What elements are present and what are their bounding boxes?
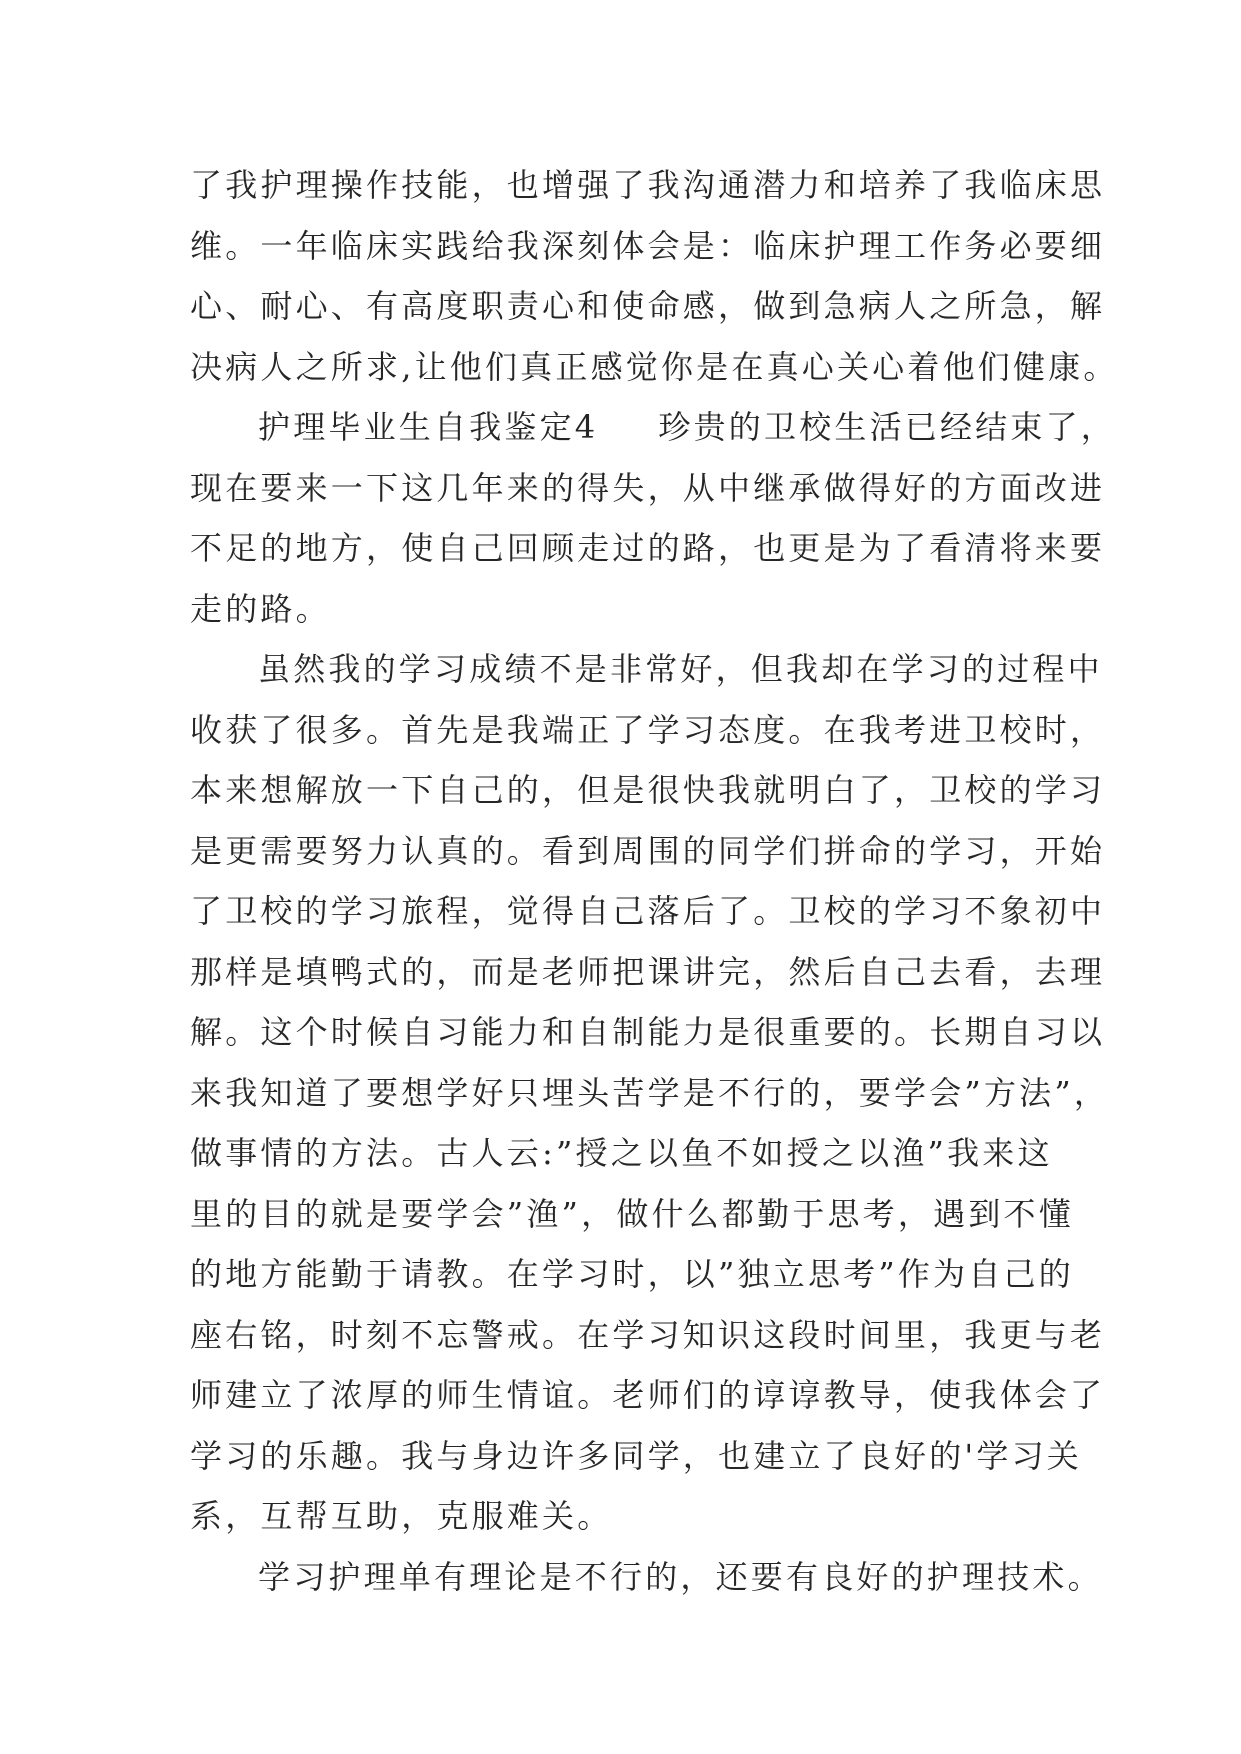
body-line: 做事情的方法。古人云:”授之以鱼不如授之以渔”我来这 bbox=[190, 1134, 1053, 1172]
body-line: 座右铭，时刻不忘警戒。在学习知识这段时间里，我更与老 bbox=[190, 1315, 1106, 1354]
body-line: 那样是填鸭式的，而是老师把课讲完，然后自己去看，去理 bbox=[190, 952, 1106, 991]
body-line: 维。一年临床实践给我深刻体会是：临床护理工作务必要细 bbox=[190, 226, 1106, 265]
body-line: 决病人之所求,让他们真正感觉你是在真心关心着他们健康。 bbox=[190, 347, 1119, 386]
body-line: 系，互帮互助，克服难关。 bbox=[190, 1497, 613, 1535]
body-line: 了我护理操作技能，也增强了我沟通潜力和培养了我临床思 bbox=[190, 166, 1106, 204]
body-line: 是更需要努力认真的。看到周围的同学们拼命的学习，开始 bbox=[190, 831, 1106, 870]
body-line: 来我知道了要想学好只埋头苦学是不行的，要学会”方法”， bbox=[190, 1073, 1110, 1112]
body-line: 不足的地方，使自己回顾走过的路，也更是为了看清将来要 bbox=[190, 529, 1106, 567]
body-line: 的地方能勤于请教。在学习时，以”独立思考”作为自己的 bbox=[190, 1255, 1074, 1293]
body-line: 现在要来一下这几年来的得失，从中继承做得好的方面改进 bbox=[190, 468, 1106, 507]
body-line: 心、耐心、有高度职责心和使命感，做到急病人之所急，解 bbox=[190, 287, 1106, 325]
body-line: 了卫校的学习旅程，觉得自己落后了。卫校的学习不象初中 bbox=[190, 892, 1106, 930]
body-line: 走的路。 bbox=[190, 589, 331, 628]
body-line: 收获了很多。首先是我端正了学习态度。在我考进卫校时， bbox=[190, 710, 1106, 749]
paragraph-first-line: 学习护理单有理论是不行的，还要有良好的护理技术。 bbox=[258, 1557, 1103, 1596]
body-line: 里的目的就是要学会”渔”，做什么都勤于思考，遇到不懂 bbox=[190, 1194, 1074, 1233]
body-line: 解。这个时候自习能力和自制能力是很重要的。长期自习以 bbox=[190, 1013, 1106, 1051]
section-first-line: 珍贵的卫校生活已经结束了， bbox=[658, 408, 1116, 446]
body-line: 师建立了浓厚的师生情谊。老师们的谆谆教导，使我体会了 bbox=[190, 1376, 1106, 1414]
section-heading-line bbox=[190, 397, 1116, 458]
body-line: 本来想解放一下自己的，但是很快我就明白了，卫校的学习 bbox=[190, 771, 1106, 809]
paragraph-first-line: 虽然我的学习成绩不是非常好，但我却在学习的过程中 bbox=[258, 650, 1103, 688]
body-line: 学习的乐趣。我与身边许多同学，也建立了良好的'学习关 bbox=[190, 1436, 1082, 1475]
document-body bbox=[190, 155, 1119, 1607]
section-heading: 护理毕业生自我鉴定4 bbox=[258, 408, 599, 446]
